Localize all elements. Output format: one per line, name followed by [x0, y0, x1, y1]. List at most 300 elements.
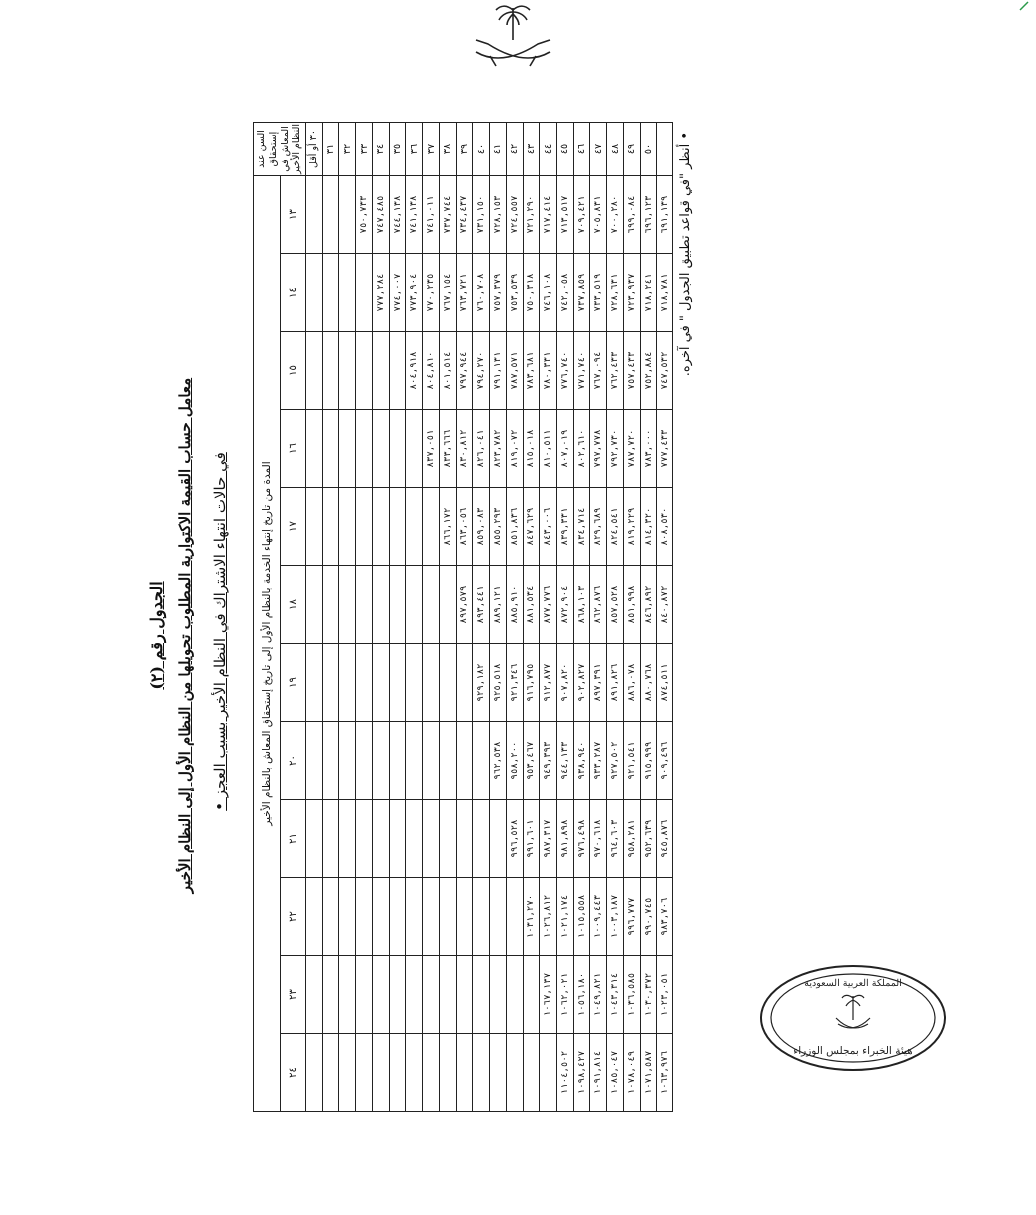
table-cell: ٧٧٣,٩٠٤: [406, 254, 423, 332]
table-row: [439, 123, 456, 1112]
table-cell: ١٠٩٨,٤٢٧: [573, 1034, 590, 1112]
table-cell: ١٠٣١,٢٧٠: [523, 878, 540, 956]
table-cell: [439, 878, 456, 956]
table-cell: ٦٩٩,٠٨٤: [623, 176, 640, 254]
age-cell: ٤٧: [590, 123, 607, 176]
table-cell: ٧٢٤,٥٥٧: [506, 176, 523, 254]
table-cell: ٨٩٧,٣٩١: [590, 644, 607, 722]
table-cell: ١١٠٤,٥٠٢: [557, 1034, 574, 1112]
table-cell: ٨٤٧,٦٢٩: [523, 488, 540, 566]
table-cell: [439, 800, 456, 878]
table-cell: [339, 878, 356, 956]
rotated-document: [123, 124, 705, 1147]
table-cell: [306, 488, 323, 566]
table-cell: ٧٠٠,٢٨٠: [607, 176, 624, 254]
table-cell: [423, 878, 440, 956]
seal-line2: هيئة الخبراء بمجلس الوزراء: [793, 1045, 913, 1057]
table-cell: ٦٩٦,١٢٣: [640, 176, 657, 254]
table-cell: ١٠٩١,٨١٤: [590, 1034, 607, 1112]
table-cell: [423, 800, 440, 878]
table-cell: ٩٠٢,٨٢٧: [573, 644, 590, 722]
table-cell: ١٠٧٨,٠٤٩: [623, 1034, 640, 1112]
table-cell: ٨٨٦,٠٧٨: [623, 644, 640, 722]
footnote: • أنظر "في قواعد تطبيق الجدول " في آخره.: [678, 132, 693, 377]
column-header: ٢٤: [281, 1034, 306, 1112]
age-cell: ٣٤: [372, 123, 389, 176]
column-header-row: [281, 123, 306, 1112]
table-cell: ٩٩٠,٧٤٥: [640, 878, 657, 956]
table-cell: [356, 254, 373, 332]
table-cell: ٨١٠,٥١١: [540, 410, 557, 488]
table-cell: ٧٣٧,٨٥٩: [573, 254, 590, 332]
table-cell: ٧٨٧,٧٢٠: [623, 410, 640, 488]
table-cell: [322, 956, 339, 1034]
age-cell: ٣٥: [389, 123, 406, 176]
table-cell: [490, 878, 507, 956]
table-cell: ٨٩١,٨٢٦: [607, 644, 624, 722]
table-cell: [540, 1034, 557, 1112]
age-cell: ٤٨: [607, 123, 624, 176]
table-row: [573, 123, 590, 1112]
table-cell: ٧٣٧,٧٤٤: [439, 176, 456, 254]
table-cell: ١٠٦٧,١٣٧: [540, 956, 557, 1034]
table-cell: ٧٦٧,١٥٤: [439, 254, 456, 332]
table-cell: [389, 410, 406, 488]
table-cell: [372, 488, 389, 566]
table-cell: [473, 1034, 490, 1112]
table-cell: ٧٦٢,٤٣٣: [607, 332, 624, 410]
table-cell: [339, 956, 356, 1034]
table-cell: ٧٢٨,٦٣١: [607, 254, 624, 332]
table-cell: ٨٧٤,٥١١: [657, 644, 673, 722]
column-header: ٢٣: [281, 956, 306, 1034]
table-row: [540, 123, 557, 1112]
age-cell: ٣٨: [439, 123, 456, 176]
column-header: ١٥: [281, 332, 306, 410]
table-cell: ٩٧٠,٦١٨: [590, 800, 607, 878]
table-cell: ٨٠١,٥١٤: [439, 332, 456, 410]
table-cell: [406, 410, 423, 488]
table-cell: ٧٤٦,١٠٨: [540, 254, 557, 332]
table-cell: [372, 1034, 389, 1112]
table-cell: [473, 956, 490, 1034]
table-cell: [506, 956, 523, 1034]
table-cell: ١٠١٥,٥٥٨: [573, 878, 590, 956]
table-row: [372, 123, 389, 1112]
column-header: ٢٢: [281, 878, 306, 956]
age-cell: ٤٦: [573, 123, 590, 176]
table-cell: ٨٥١,٨٣٦: [506, 488, 523, 566]
table-cell: ٨٢٦,٠٤١: [473, 410, 490, 488]
age-cell: ٤٠: [473, 123, 490, 176]
table-cell: ٨٥٧,٥٢٨: [607, 566, 624, 644]
table-cell: [322, 410, 339, 488]
table-cell: [356, 722, 373, 800]
table-cell: [406, 566, 423, 644]
table-cell: [372, 956, 389, 1034]
table-cell: [389, 488, 406, 566]
age-cell: ٤٤: [540, 123, 557, 176]
table-cell: ٨٠٧,٠١٩: [557, 410, 574, 488]
table-cell: [339, 488, 356, 566]
age-cell: ٤٣: [523, 123, 540, 176]
table-cell: [456, 878, 473, 956]
table-cell: ٨٨٩,١٢١: [490, 566, 507, 644]
table-cell: [523, 956, 540, 1034]
table-cell: ٩١٥,٩٩٩: [640, 722, 657, 800]
table-cell: ٧٢١,٢٩٠: [523, 176, 540, 254]
table-cell: [406, 488, 423, 566]
age-cell: ٤٩: [623, 123, 640, 176]
column-header: ١٣: [281, 176, 306, 254]
table-cell: ٩٨٧,٣١٧: [540, 800, 557, 878]
table-cell: [523, 1034, 540, 1112]
table-cell: ٧٠٩,٤٢١: [573, 176, 590, 254]
table-cell: ٧١٧,٤١٤: [540, 176, 557, 254]
age-cell: ٤٥: [557, 123, 574, 176]
age-cell: ٤١: [490, 123, 507, 176]
age-cell: ٣٦: [406, 123, 423, 176]
table-cell: ٩٢١,٣٤٦: [506, 644, 523, 722]
table-cell: ١٠٢٣,٠٥١: [657, 956, 673, 1034]
table-cell: ٩٢٥,٥١٨: [490, 644, 507, 722]
document-header: [123, 124, 263, 1147]
table-cell: ٧٥٧,٣٧٩: [490, 254, 507, 332]
table-cell: ٧٢٨,١٥٣: [490, 176, 507, 254]
table-cell: ٨٢٩,٦٨٩: [590, 488, 607, 566]
table-cell: [356, 410, 373, 488]
table-cell: ٩٩١,٦٠١: [523, 800, 540, 878]
table-cell: [490, 956, 507, 1034]
table-cell: ٨٩٣,٤٤١: [473, 566, 490, 644]
table-cell: ٧٩١,١٣١: [490, 332, 507, 410]
table-cell: [356, 644, 373, 722]
column-header: ١٦: [281, 410, 306, 488]
table-cell: [423, 1034, 440, 1112]
table-cell: [473, 722, 490, 800]
table-cell: ٩٩٦,٧٧٧: [623, 878, 640, 956]
table-cell: ٨١٩,٢٢٩: [623, 488, 640, 566]
table-cell: [406, 644, 423, 722]
table-cell: ١٠٥٦,١٨٠: [573, 956, 590, 1034]
table-row: [490, 123, 507, 1112]
table-cell: ٧٣٣,٥١٩: [590, 254, 607, 332]
table-cell: [356, 488, 373, 566]
table-cell: ٧٩٧,٧٧٨: [590, 410, 607, 488]
table-cell: ٧٥٧,٤٣٣: [623, 332, 640, 410]
table-cell: ٨٧٧,٧٧٦: [540, 566, 557, 644]
table-cell: ٧٤٧,٥٣٢: [657, 332, 673, 410]
table-cell: ٧٤٢,٠٥٨: [557, 254, 574, 332]
table-cell: ٧٥٢,٨٨٤: [640, 332, 657, 410]
table-cell: ١٠٢٦,٨١٢: [540, 878, 557, 956]
table-cell: ٧٧١,٧٤٠: [573, 332, 590, 410]
table-cell: ٧١٣,٥١٧: [557, 176, 574, 254]
table-cell: [306, 566, 323, 644]
table-cell: ٧٧٠,٢٣٥: [423, 254, 440, 332]
table-cell: ٩٣٨,٩٤٠: [573, 722, 590, 800]
table-cell: [473, 800, 490, 878]
table-cell: ٩٩٦,٥٢٨: [506, 800, 523, 878]
table-cell: ٩٤٥,٨٧٦: [657, 800, 673, 878]
table-cell: [389, 878, 406, 956]
table-cell: [356, 956, 373, 1034]
table-cell: ٨٣٩,٣٣١: [557, 488, 574, 566]
table-row: [389, 123, 406, 1112]
table-cell: [339, 566, 356, 644]
table-body: [306, 123, 673, 1112]
table-cell: [439, 1034, 456, 1112]
table-cell: [322, 878, 339, 956]
table-cell: ٧٦٧,٠٩٤: [590, 332, 607, 410]
table-cell: ٧٠٥,٨٣١: [590, 176, 607, 254]
table-cell: ٨٥٥,٢٩٣: [490, 488, 507, 566]
age-cell: ٣٧: [423, 123, 440, 176]
table-cell: [322, 800, 339, 878]
table-cell: ٧٩٧,٩٤٤: [456, 332, 473, 410]
table-row: [339, 123, 356, 1112]
table-cell: ١٠٣٠,٣٧٢: [640, 956, 657, 1034]
age-column-header: السن عند إستحقاق المعاش في النظام الأخير: [254, 123, 306, 176]
table-cell: [372, 332, 389, 410]
table-cell: ٨٣٣,٦٦٦: [439, 410, 456, 488]
table-cell: ٨٦٣,٠٥٦: [456, 488, 473, 566]
age-cell: [657, 123, 673, 176]
age-cell: ٣١: [322, 123, 339, 176]
table-cell: [456, 644, 473, 722]
table-cell: ٧٢٣,٩٣٧: [623, 254, 640, 332]
table-cell: [372, 644, 389, 722]
table-cell: [306, 644, 323, 722]
table-cell: [356, 1034, 373, 1112]
table-cell: [456, 956, 473, 1034]
age-cell: ٣٠ أو أقل: [306, 123, 323, 176]
table-cell: ٨٨١,٥٣٤: [523, 566, 540, 644]
table-cell: ١٠٨٥,٠٤٧: [607, 1034, 624, 1112]
table-cell: ٨١٤,٣٢٠: [640, 488, 657, 566]
age-cell: ٤٢: [506, 123, 523, 176]
column-header: ١٤: [281, 254, 306, 332]
table-cell: [423, 644, 440, 722]
age-cell: ٣٩: [456, 123, 473, 176]
table-cell: [406, 956, 423, 1034]
column-header: ١٧: [281, 488, 306, 566]
table-row: [322, 123, 339, 1112]
table-row: [506, 123, 523, 1112]
table-cell: [322, 1034, 339, 1112]
age-cell: ٣٣: [356, 123, 373, 176]
table-cell: [490, 800, 507, 878]
table-cell: [372, 566, 389, 644]
table-cell: ٧٨٧,٥٧١: [506, 332, 523, 410]
table-cell: ٨٠٤,٨١٠: [423, 332, 440, 410]
table-cell: ٨٩٧,٥٧٩: [456, 566, 473, 644]
table-cell: [339, 332, 356, 410]
table-cell: ٨٤٦,٨٩٢: [640, 566, 657, 644]
table-cell: ٩١٢,٨٧٧: [540, 644, 557, 722]
table-cell: [339, 644, 356, 722]
table-cell: [389, 332, 406, 410]
table-cell: [339, 176, 356, 254]
column-header: ١٩: [281, 644, 306, 722]
table-cell: ٧٣٤,٤٣٧: [456, 176, 473, 254]
table-cell: [439, 644, 456, 722]
table-cell: [339, 1034, 356, 1112]
table-cell: ٧١٨,٧٨١: [657, 254, 673, 332]
palm-swords-emblem-icon: [468, 0, 558, 80]
table-cell: [490, 1034, 507, 1112]
table-cell: [372, 800, 389, 878]
table-cell: [339, 722, 356, 800]
table-cell: ٩١٦,٧٩٥: [523, 644, 540, 722]
table-cell: ٨٠٢,٦١٠: [573, 410, 590, 488]
table-cell: [356, 800, 373, 878]
document-subtitle: [213, 124, 228, 1147]
table-cell: ٧١٨,٢٤١: [640, 254, 657, 332]
table-cell: ٦٩١,١٣٩: [657, 176, 673, 254]
table-row: [523, 123, 540, 1112]
table-cell: [439, 722, 456, 800]
table-cell: ٨١٥,٠١٨: [523, 410, 540, 488]
table-cell: ٧٧٧,٤٣٣: [657, 410, 673, 488]
table-cell: [423, 722, 440, 800]
table-cell: [306, 878, 323, 956]
table-row: [623, 123, 640, 1112]
table-cell: ٨٨٠,٧٦٨: [640, 644, 657, 722]
table-cell: ٨٧٢,٩٠٤: [557, 566, 574, 644]
table-cell: [456, 722, 473, 800]
table-cell: ٧٤٤,١٣٨: [389, 176, 406, 254]
table-cell: ٩٨٣,٧٠٦: [657, 878, 673, 956]
table-cell: [423, 488, 440, 566]
table-cell: ٩٣٣,٢٨٧: [590, 722, 607, 800]
table-cell: ٩٠٧,٨٢٠: [557, 644, 574, 722]
table-row: [356, 123, 373, 1112]
table-cell: ٧٥٠,٣١٨: [523, 254, 540, 332]
table-cell: ٨٣٧,٠٥١: [423, 410, 440, 488]
coefficient-table: [253, 122, 673, 1112]
table-row: [590, 123, 607, 1112]
table-cell: ٩٥٨,٢٠٠: [506, 722, 523, 800]
table-cell: ٧٨٣,٦٨١: [523, 332, 540, 410]
table-cell: ٨٢٣,٧٨٢: [490, 410, 507, 488]
table-cell: ١٠٤٩,٨٢١: [590, 956, 607, 1034]
table-cell: ٧٨٠,٣٣١: [540, 332, 557, 410]
table-cell: ٧٧٤,٠٠٧: [389, 254, 406, 332]
table-cell: [322, 332, 339, 410]
table-cell: ٨٦٨,١٠٣: [573, 566, 590, 644]
table-cell: [389, 1034, 406, 1112]
table-cell: ٨٣٠,٨١٢: [456, 410, 473, 488]
table-cell: [423, 956, 440, 1034]
table-cell: ١٠٦٣,٩٧٦: [657, 1034, 673, 1112]
column-header: ١٨: [281, 566, 306, 644]
table-cell: ٩٨١,٨٩٨: [557, 800, 574, 878]
table-cell: ٩٥٨,٢٨١: [623, 800, 640, 878]
table-cell: [356, 566, 373, 644]
table-cell: [506, 1034, 523, 1112]
table-cell: ١٠٢١,١٧٤: [557, 878, 574, 956]
subtitle-text: في حالات انتهاء الاشتراك في النظام الأخير بسبب العجز: [211, 452, 229, 798]
table-cell: [306, 332, 323, 410]
corner-mark-icon: [1018, 0, 1032, 14]
table-row: [406, 123, 423, 1112]
table-cell: [406, 800, 423, 878]
seal-line1: المملكة العربية السعودية: [804, 978, 902, 989]
table-cell: [339, 410, 356, 488]
table-cell: [356, 332, 373, 410]
table-cell: ٨٨٥,٩١٠: [506, 566, 523, 644]
table-cell: [406, 878, 423, 956]
table-cell: ٨٠٨,٥٣٠: [657, 488, 673, 566]
table-cell: [339, 800, 356, 878]
table-row: [607, 123, 624, 1112]
table-cell: ٧٣١,١٥٠: [473, 176, 490, 254]
table-cell: ٩٦٢,٥٣٨: [490, 722, 507, 800]
table-cell: ١٠٠٩,٤٤٣: [590, 878, 607, 956]
table-row: [640, 123, 657, 1112]
table-cell: [372, 878, 389, 956]
table-cell: [372, 722, 389, 800]
document-title: معامل حساب القيمة الاكتوارية المطلوب تحويلها من النظام الأول إلى النظام الأخير: [176, 377, 194, 894]
table-cell: ١٠٧١,٥٨٧: [640, 1034, 657, 1112]
column-header: ٢١: [281, 800, 306, 878]
table-cell: ٨٣٤,٧١٤: [573, 488, 590, 566]
table-cell: ٧٥٠,٧٣٣: [356, 176, 373, 254]
table-cell: [322, 566, 339, 644]
table-cell: ١٠٣٦,٥٨٥: [623, 956, 640, 1034]
table-row: [423, 123, 440, 1112]
table-cell: ٧٦٣,٧٢١: [456, 254, 473, 332]
table-cell: ٨٦٢,٨٧٦: [590, 566, 607, 644]
table-cell: ٧٧٧,٢٨٤: [372, 254, 389, 332]
table-cell: [306, 1034, 323, 1112]
table-cell: ٧٦٠,٧٠٨: [473, 254, 490, 332]
table-cell: [306, 722, 323, 800]
table-cell: ٩٧٦,٤٩٨: [573, 800, 590, 878]
table-cell: ٩٢٩,١٨٢: [473, 644, 490, 722]
table-cell: ٩٤٩,٣٩٣: [540, 722, 557, 800]
table-cell: [456, 1034, 473, 1112]
table-cell: [439, 956, 456, 1034]
table-cell: [306, 410, 323, 488]
table-cell: ٨٠٤,٩١٨: [406, 332, 423, 410]
table-cell: [389, 566, 406, 644]
table-cell: [306, 254, 323, 332]
table-cell: [473, 878, 490, 956]
table-cell: [306, 956, 323, 1034]
table-cell: [406, 1034, 423, 1112]
table-cell: [306, 176, 323, 254]
table-cell: ١٠٠٣,١٨٧: [607, 878, 624, 956]
table-number: الجدول رقم (٢): [147, 581, 166, 690]
table-row: [306, 123, 323, 1112]
duration-header: المدة من تاريخ إنتهاء الخدمة بالنظام الأول إلى تاريخ إستحقاق المعاش بالنظام الأخير: [254, 176, 281, 1112]
age-cell: ٣٢: [339, 123, 356, 176]
table-cell: ٧٩٢,٧٣٠: [607, 410, 624, 488]
table-cell: [423, 566, 440, 644]
table-cell: ٨٤٠,٨٧٢: [657, 566, 673, 644]
table-cell: [356, 878, 373, 956]
seal-emblem-icon: [758, 962, 948, 1074]
table-cell: [456, 800, 473, 878]
bullet-mark: •: [211, 801, 229, 811]
table-cell: ٩٤٤,١٣٣: [557, 722, 574, 800]
table-cell: [389, 800, 406, 878]
table-cell: ٩٥٢,٦٣٩: [640, 800, 657, 878]
table-cell: [322, 488, 339, 566]
table-cell: [506, 878, 523, 956]
